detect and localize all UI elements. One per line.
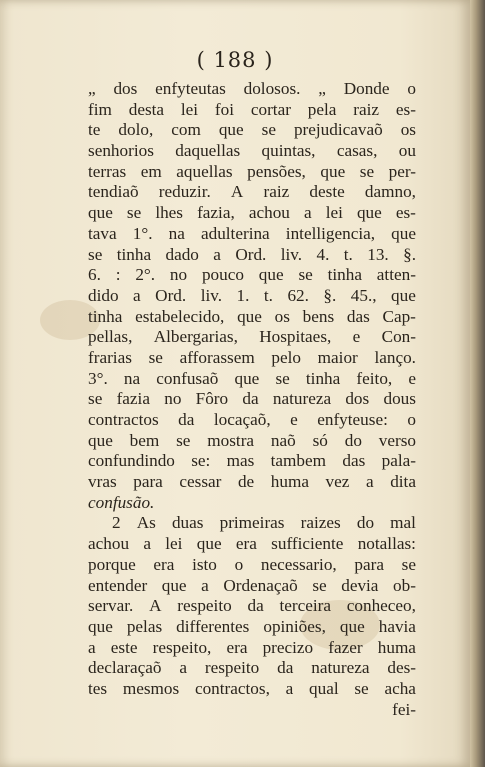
word: que — [391, 223, 416, 243]
word: de — [237, 472, 255, 492]
word: enfyteutas — [155, 79, 226, 98]
word: para — [354, 554, 384, 574]
word: que — [258, 265, 284, 285]
word: vras — [88, 472, 117, 492]
word: fazia, — [197, 203, 235, 223]
word: achou — [248, 203, 290, 223]
word: sufficiente — [271, 534, 344, 554]
word: primeiras — [219, 513, 285, 533]
word: A — [149, 596, 162, 616]
word: Ord. — [155, 285, 187, 305]
word: das — [346, 306, 370, 326]
word: era — [153, 554, 175, 574]
word: se — [312, 575, 327, 595]
text-line — [88, 203, 416, 224]
word: mesmos — [122, 678, 180, 698]
word: respeito — [204, 658, 260, 678]
word: se — [176, 430, 191, 450]
text-line — [88, 679, 416, 700]
text-line — [88, 431, 416, 452]
word: locaçaõ, — [213, 410, 271, 429]
word: a — [365, 472, 374, 492]
word: que — [356, 203, 382, 223]
text-line — [88, 245, 416, 266]
word: do — [344, 430, 362, 450]
word: que — [88, 430, 113, 450]
word: enfyteuse: — [317, 410, 388, 429]
word: lei — [180, 99, 199, 119]
word: tendiaõ — [88, 182, 139, 202]
word: pelo — [271, 347, 301, 367]
word: fazia — [116, 389, 150, 409]
word: este — [110, 637, 138, 657]
text-line — [88, 576, 416, 597]
word: Donde — [343, 79, 390, 98]
word: e — [290, 410, 298, 429]
word: se — [148, 347, 163, 367]
word: senhorios — [88, 141, 154, 161]
word: pelas — [126, 616, 163, 636]
word: tes — [88, 678, 108, 698]
word: em — [140, 161, 162, 181]
word: liv. — [200, 285, 223, 305]
word: se — [126, 203, 142, 223]
word: tinha — [327, 265, 362, 285]
word: da — [277, 658, 294, 678]
word: afforassem — [179, 347, 255, 367]
word: Cap- — [382, 306, 416, 326]
word: As — [136, 513, 156, 533]
text-line — [88, 79, 416, 100]
word: cessar — [179, 472, 222, 492]
word: que — [196, 534, 222, 554]
word: na — [123, 368, 141, 388]
word: 6. — [88, 265, 101, 285]
word: te — [88, 120, 101, 140]
word: pensões, — [247, 161, 306, 181]
text-line — [88, 224, 416, 245]
word: que — [234, 368, 260, 388]
word: Con- — [381, 327, 416, 347]
word: bens — [302, 306, 335, 326]
word: a — [88, 637, 96, 657]
word: os — [400, 120, 416, 140]
word: declaraçaõ — [88, 658, 162, 678]
word: per- — [388, 161, 416, 181]
word: 1°. — [132, 223, 153, 243]
book-edge — [470, 0, 485, 767]
word: damno, — [364, 182, 416, 202]
word: opiniões, — [263, 616, 326, 636]
word: pela — [307, 99, 337, 119]
text-line — [88, 410, 416, 431]
word: raiz — [353, 99, 380, 119]
word: Albergarias, — [153, 327, 238, 347]
word: isto — [192, 554, 217, 574]
word: lanço. — [374, 347, 416, 367]
word: 2°. — [135, 265, 156, 285]
word: A — [230, 182, 244, 202]
word: ob- — [393, 575, 416, 595]
word: o — [234, 554, 244, 574]
word: dous — [383, 389, 416, 409]
word: quintas, — [261, 141, 316, 161]
word: terceira — [279, 596, 331, 616]
word: raiz — [263, 182, 290, 202]
word: para — [133, 472, 163, 492]
word: se — [298, 265, 313, 285]
word: que — [320, 161, 346, 181]
text-line — [88, 286, 416, 307]
word: natureza — [311, 658, 370, 678]
word: se: — [191, 451, 211, 471]
text-line: confusão. — [88, 492, 155, 512]
text-line — [88, 596, 416, 617]
word: precizo — [262, 637, 314, 657]
word: que — [218, 120, 244, 140]
word: 3°. — [88, 368, 108, 388]
word: bem — [129, 430, 160, 450]
text-line — [88, 327, 416, 348]
word: fim — [88, 99, 112, 119]
word: que — [88, 203, 113, 223]
word: da — [178, 410, 195, 429]
word: se — [261, 120, 276, 140]
word: contractos — [88, 410, 159, 429]
word: dos — [345, 389, 370, 409]
catchword: fei- — [392, 699, 416, 719]
word: se — [354, 678, 369, 698]
word: adulterina — [200, 223, 270, 243]
word: tava — [88, 223, 117, 243]
word: verso — [378, 430, 416, 450]
word: que — [237, 306, 262, 326]
word: respeito, — [152, 637, 212, 657]
word: a — [143, 534, 151, 554]
text-line — [88, 451, 416, 472]
word: entender — [88, 575, 148, 595]
word: 13. — [367, 244, 389, 264]
body-text — [88, 79, 416, 720]
word: tinha — [116, 244, 152, 264]
word: no — [169, 265, 188, 285]
text-line — [88, 265, 416, 286]
word: dido — [88, 285, 119, 305]
word: Hospitaes, — [259, 327, 332, 347]
text-line — [88, 120, 416, 141]
word: §. — [323, 285, 337, 305]
text-line — [88, 348, 416, 369]
word: deste — [309, 182, 345, 202]
word: a — [133, 285, 141, 305]
word: porque — [88, 554, 136, 574]
word: aquellas — [176, 161, 233, 181]
text-line — [88, 513, 416, 534]
word: Ordenaçaõ — [223, 575, 298, 595]
word: lei — [325, 203, 343, 223]
word: estabelecido, — [135, 306, 225, 326]
word: da — [242, 389, 259, 409]
word: foi — [214, 99, 235, 119]
word: daquellas — [175, 141, 241, 161]
word: só — [312, 430, 328, 450]
word: dos — [113, 79, 138, 98]
word: respeito — [177, 596, 232, 616]
word: cortar — [250, 99, 291, 119]
word: t. — [343, 244, 353, 264]
word: qual — [309, 678, 339, 698]
word: tambem — [270, 451, 327, 471]
word: Fôro — [195, 389, 229, 409]
word: fazer — [328, 637, 363, 657]
word: conheceo, — [346, 596, 416, 616]
word: servar. — [88, 596, 134, 616]
word: desta — [128, 99, 165, 119]
word: prejudicavaõ — [293, 120, 383, 140]
word: feito, — [356, 368, 393, 388]
word: o — [407, 79, 416, 98]
text-line — [88, 617, 416, 638]
word: o — [407, 410, 416, 429]
word: se — [359, 161, 375, 181]
text-line — [88, 162, 416, 183]
word: no — [164, 389, 182, 409]
word: es- — [395, 99, 416, 119]
word: devia — [341, 575, 379, 595]
word: a — [213, 244, 221, 264]
word: e — [352, 327, 361, 347]
word: notallas: — [357, 534, 416, 554]
word: havia — [378, 616, 416, 636]
word: confusaõ — [156, 368, 219, 388]
page-number-header: ( 188 ) — [196, 48, 274, 72]
word: dolosos. — [243, 79, 301, 98]
word: confundindo — [88, 451, 175, 471]
word: huma — [377, 637, 416, 657]
word: 45., — [350, 285, 377, 305]
word: natureza — [272, 389, 332, 409]
word: pellas, — [88, 327, 133, 347]
word: se — [88, 244, 103, 264]
text-line — [88, 141, 416, 162]
word: os — [274, 306, 290, 326]
text-line — [88, 369, 416, 390]
word: se — [401, 554, 416, 574]
text-line — [88, 182, 416, 203]
word: „ — [88, 79, 96, 98]
word: atten- — [376, 265, 416, 285]
word: raizes — [300, 513, 341, 533]
word: 1. — [236, 285, 250, 305]
word: das — [342, 451, 366, 471]
word: dita — [390, 472, 416, 492]
word: naõ — [270, 430, 296, 450]
text-line — [88, 389, 416, 410]
word: a — [201, 575, 209, 595]
word: pala- — [381, 451, 416, 471]
word: mal — [390, 513, 416, 533]
word: tinha — [305, 368, 341, 388]
word: que — [339, 616, 365, 636]
word: se — [275, 368, 290, 388]
text-line — [88, 638, 416, 659]
word: Ord. — [235, 244, 267, 264]
word: frarias — [88, 347, 132, 367]
word: 2 — [112, 513, 121, 533]
word: se — [88, 389, 103, 409]
word: 62. — [287, 285, 309, 305]
word: : — [115, 265, 121, 285]
word: acha — [384, 678, 416, 698]
word: vez — [325, 472, 350, 492]
word: maior — [317, 347, 358, 367]
word: a — [285, 678, 294, 698]
word: es- — [395, 203, 416, 223]
word: era — [235, 534, 257, 554]
word: mas — [226, 451, 255, 471]
word: necessario, — [260, 554, 337, 574]
text-line — [88, 534, 416, 555]
word: a — [303, 203, 312, 223]
text-line — [88, 307, 416, 328]
word: des- — [387, 658, 416, 678]
word: lhes — [155, 203, 183, 223]
word: do — [356, 513, 375, 533]
word: reduzir. — [158, 182, 211, 202]
word: que — [161, 575, 187, 595]
word: dado — [165, 244, 199, 264]
text-line — [88, 100, 416, 121]
word: casas, — [336, 141, 378, 161]
word: intelligencia, — [285, 223, 376, 243]
word: dolo, — [118, 120, 154, 140]
word: na — [168, 223, 185, 243]
word: achou — [88, 534, 130, 554]
word: tinha — [88, 306, 123, 326]
word: a — [179, 658, 187, 678]
word: lei — [165, 534, 183, 554]
text-line — [88, 472, 416, 493]
word: que — [391, 285, 416, 305]
word: duas — [171, 513, 204, 533]
word: 4. — [316, 244, 330, 264]
word: terras — [88, 161, 127, 181]
word: mostra — [207, 430, 255, 450]
word: pouco — [201, 265, 244, 285]
word: e — [408, 368, 416, 388]
word: liv. — [280, 244, 303, 264]
word: §. — [403, 244, 416, 264]
word: differentes — [176, 616, 250, 636]
text-line — [88, 555, 416, 576]
word: da — [247, 596, 264, 616]
text-line — [88, 658, 416, 679]
word: contractos, — [194, 678, 270, 698]
word: com — [171, 120, 201, 140]
word: ou — [398, 141, 416, 161]
word: t. — [263, 285, 273, 305]
word: „ — [318, 79, 326, 98]
word: que — [88, 616, 113, 636]
word: huma — [270, 472, 309, 492]
word: era — [226, 637, 248, 657]
